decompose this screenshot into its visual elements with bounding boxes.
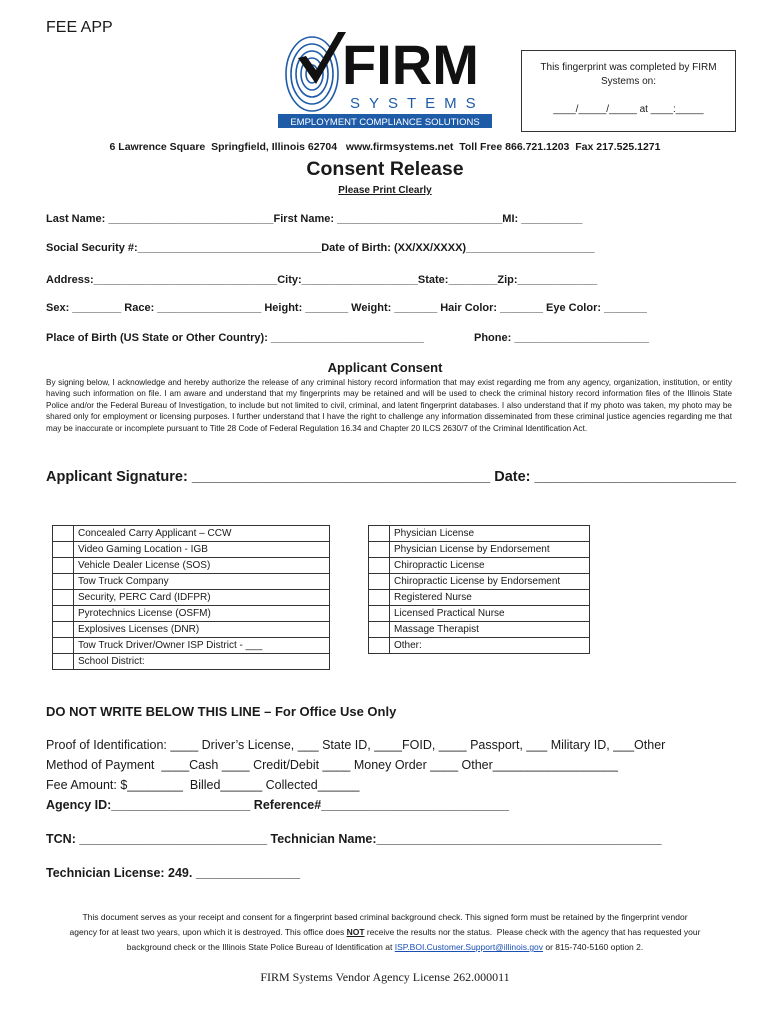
license-left-row — [53, 638, 330, 654]
page-subtitle: Please Print Clearly — [338, 185, 432, 196]
footer-line-2: agency for at least two years, upon which it is destroyed. This office does NOT receive the results nor the status. Please check with the agency that has requested your — [69, 927, 701, 937]
page-title: Consent Release — [306, 158, 464, 180]
fee-app-label: FEE APP — [46, 19, 113, 36]
license-label: Pyrotechnics License (OSFM) — [74, 606, 330, 622]
checkbox[interactable] — [53, 590, 74, 606]
svg-text:EMPLOYMENT COMPLIANCE SOLUTION: EMPLOYMENT COMPLIANCE SOLUTIONS — [290, 117, 480, 128]
license-label: School District: — [74, 654, 330, 670]
signature-date-line[interactable]: Applicant Signature: _____________________________________ Date: _________________________ — [46, 469, 737, 485]
checkbox[interactable] — [369, 622, 390, 638]
checkbox[interactable] — [369, 606, 390, 622]
vendor-license: FIRM Systems Vendor Agency License 262.000011 — [260, 970, 510, 984]
license-label: Security, PERC Card (IDFPR) — [74, 590, 330, 606]
address-fields[interactable]: Address:______________________________City:___________________State:________Zip:_____________ — [46, 274, 598, 286]
phone-field[interactable]: Phone: ______________________ — [474, 332, 649, 344]
license-right-row — [369, 622, 590, 638]
technician-license[interactable]: Technician License: 249. _______________ — [46, 866, 301, 880]
license-label: Tow Truck Company — [74, 574, 330, 590]
license-right-row — [369, 558, 590, 574]
checkbox[interactable] — [53, 558, 74, 574]
checkbox[interactable] — [369, 638, 390, 654]
proof-of-identification[interactable]: Proof of Identification: ____ Driver’s License, ___ State ID, ____FOID, ____ Passport, ___ Military ID, ___Other — [46, 738, 666, 752]
name-fields[interactable]: Last Name: ___________________________First Name: ___________________________MI: __________ — [46, 213, 583, 225]
checkbox[interactable] — [53, 574, 74, 590]
license-right-row — [369, 574, 590, 590]
checkbox[interactable] — [53, 542, 74, 558]
license-label: Physician License by Endorsement — [390, 542, 590, 558]
place-of-birth-field[interactable]: Place of Birth (US State or Other Country): _________________________ — [46, 332, 424, 344]
license-label: Video Gaming Location - IGB — [74, 542, 330, 558]
stamp-line-2: Systems on: — [600, 76, 657, 87]
license-left-row — [53, 654, 330, 670]
office-use-heading: DO NOT WRITE BELOW THIS LINE – For Office Use Only — [46, 704, 397, 719]
checkbox[interactable] — [369, 574, 390, 590]
license-label: Chiropractic License — [390, 558, 590, 574]
checkbox[interactable] — [369, 590, 390, 606]
physical-description-fields[interactable]: Sex: ________ Race: _________________ Height: _______ Weight: _______ Hair Color: _______ Eye Color: _______ — [46, 302, 647, 314]
license-label: Registered Nurse — [390, 590, 590, 606]
footer-line-3: background check or the Illinois State Police Bureau of Identification at ISP.BOI.Customer.Support@illinois.gov or 815-740-5160 option 2. — [126, 942, 644, 952]
consent-paragraph: By signing below, I acknowledge and hereby authorize the release of any criminal history record information that may exist regarding me from any agency, organization, institution, or entity having such information on file. I am aware and understand that my fingerprints may be retained and will be used to check the criminal history record information files of the Illinois State Police and/or the Federal Bureau of Investigation, to include but not limited to civil, criminal, and latent fingerprint databases. I also understand that if my photo was taken, my photo may be shared only for employment or licensing purposes. I further understand that I have the right to challenge any information disseminated from these criminal justice agencies regarding me that may be inaccurate or incomplete pursuant to Title 28 Code of Federal Regulation 16.34 and Chapter 20 ILCS 2630/7 of the Criminal Identification Act. — [46, 378, 732, 433]
license-label: Explosives Licenses (DNR) — [74, 622, 330, 638]
license-label: Chiropractic License by Endorsement — [390, 574, 590, 590]
checkbox[interactable] — [369, 542, 390, 558]
checkbox[interactable] — [53, 654, 74, 670]
license-right-row — [369, 606, 590, 622]
stamp-date-time[interactable]: ____/_____/_____ at ____:_____ — [553, 104, 704, 115]
license-right-row — [369, 590, 590, 606]
tcn-technician-name[interactable]: TCN: ___________________________ Technician Name:_________________________________________ — [46, 832, 662, 846]
stamp-line-1: This fingerprint was completed by FIRM — [540, 62, 717, 73]
checkbox[interactable] — [53, 622, 74, 638]
license-left-row — [53, 526, 330, 542]
license-label: Licensed Practical Nurse — [390, 606, 590, 622]
fee-amount[interactable]: Fee Amount: $________ Billed______ Collected______ — [46, 778, 360, 792]
checkbox[interactable] — [53, 638, 74, 654]
checkbox[interactable] — [369, 526, 390, 542]
license-left-row — [53, 622, 330, 638]
ssn-dob-fields[interactable]: Social Security #:______________________________Date of Birth: (XX/XX/XXXX)_____________________ — [46, 242, 595, 254]
license-label: Other: — [390, 638, 590, 654]
license-label: Concealed Carry Applicant – CCW — [74, 526, 330, 542]
license-left-row — [53, 558, 330, 574]
license-label: Physician License — [390, 526, 590, 542]
checkbox[interactable] — [53, 606, 74, 622]
svg-text:FIRM: FIRM — [342, 33, 479, 96]
applicant-consent-heading: Applicant Consent — [327, 360, 443, 375]
license-left-row — [53, 606, 330, 622]
license-left-row — [53, 574, 330, 590]
license-table-left — [52, 525, 330, 670]
svg-text:SYSTEMS: SYSTEMS — [350, 95, 485, 112]
license-left-row — [53, 590, 330, 606]
license-left-row — [53, 542, 330, 558]
license-label: Tow Truck Driver/Owner ISP District - ___ — [74, 638, 330, 654]
support-email-link[interactable]: ISP.BOI.Customer.Support@illinois.gov — [394, 942, 544, 952]
license-right-row — [369, 638, 590, 654]
license-right-row — [369, 526, 590, 542]
checkbox[interactable] — [53, 526, 74, 542]
footer-line-1: This document serves as your receipt and consent for a fingerprint based criminal background check. This signed form must be retained by the fingerprint vendor — [82, 912, 688, 922]
checkbox[interactable] — [369, 558, 390, 574]
agency-reference[interactable]: Agency ID:____________________ Reference#___________________________ — [46, 798, 509, 812]
completion-stamp-box — [521, 50, 736, 132]
firm-systems-logo — [276, 28, 494, 130]
method-of-payment[interactable]: Method of Payment ____Cash ____ Credit/Debit ____ Money Order ____ Other__________________ — [46, 758, 618, 772]
company-address: 6 Lawrence Square Springfield, Illinois 62704 www.firmsystems.net Toll Free 866.721.1203 Fax 217.525.1271 — [109, 141, 661, 153]
license-label: Vehicle Dealer License (SOS) — [74, 558, 330, 574]
license-label: Massage Therapist — [390, 622, 590, 638]
license-table-right — [368, 525, 590, 654]
license-right-row — [369, 542, 590, 558]
